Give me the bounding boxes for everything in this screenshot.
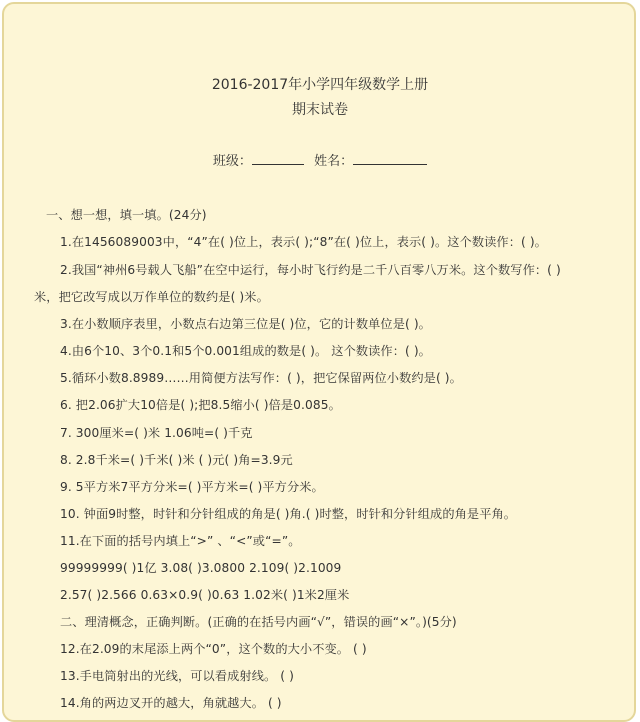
- question-14: 14.角的两边叉开的越大，角就越大。 ( ): [60, 696, 282, 710]
- exam-title: 2016-2017年小学四年级数学上册: [211, 77, 429, 93]
- section-2-heading: 二、理清概念，正确判断。(正确的在括号内画“√”，错误的画“×”。)(5分): [60, 615, 457, 629]
- question-9: 9. 5平方米7平方分米=( )平方米=( )平方分米。: [60, 480, 324, 494]
- question-11: 11.在下面的括号内填上“>” 、“<”或“=”。: [60, 534, 301, 548]
- question-1: 1.在1456089003中，“4”在( )位上，表示( );“8”在( )位上，表示( )。这个数读作：( )。: [60, 235, 547, 249]
- question-6: 6. 把2.06扩大10倍是( );把8.5缩小( )倍是0.085。: [60, 398, 341, 412]
- name-label: 姓名：: [314, 154, 354, 169]
- exam-subtitle: 期末试卷: [292, 102, 348, 118]
- question-5: 5.循环小数8.8989……用简便方法写作：( )，把它保留两位小数约是( )。: [60, 371, 462, 385]
- question-11-row-2: 2.57( )2.566 0.63×0.9( )0.63 1.02米( )1米2厘米: [60, 588, 350, 602]
- class-blank: [252, 152, 304, 165]
- section-1-heading: 一、想一想，填一填。(24分): [46, 208, 207, 222]
- class-name-line: [0, 150, 640, 169]
- question-13: 13.手电筒射出的光线，可以看成射线。 ( ): [60, 669, 294, 683]
- question-8: 8. 2.8千米=( )千米( )米 ( )元( )角=3.9元: [60, 453, 293, 467]
- question-3: 3.在小数顺序表里，小数点右边第三位是( )位，它的计数单位是( )。: [60, 317, 431, 331]
- class-label: 班级：: [212, 154, 252, 169]
- question-7: 7. 300厘米=( )米 1.06吨=( )千克: [60, 426, 253, 440]
- question-12: 12.在2.09的末尾添上两个“0”，这个数的大小不变。 ( ): [60, 642, 367, 656]
- name-blank: [353, 152, 427, 165]
- question-10: 10. 钟面9时整，时针和分针组成的角是( )角.( )时整，时针和分针组成的角是平角。: [60, 507, 517, 521]
- question-4: 4.由6个10、3个0.1和5个0.001组成的数是( )。 这个数读作：( )。: [60, 344, 431, 358]
- question-2: 2.我国“神州6号载人飞船”在空中运行，每小时飞行约是二千八百零八万米。这个数写作：( ): [60, 263, 561, 277]
- question-11-row-1: 99999999( )1亿 3.08( )3.0800 2.109( )2.1009: [60, 561, 342, 575]
- question-2-cont: 米，把它改写成以万作单位的数约是( )米。: [34, 290, 269, 304]
